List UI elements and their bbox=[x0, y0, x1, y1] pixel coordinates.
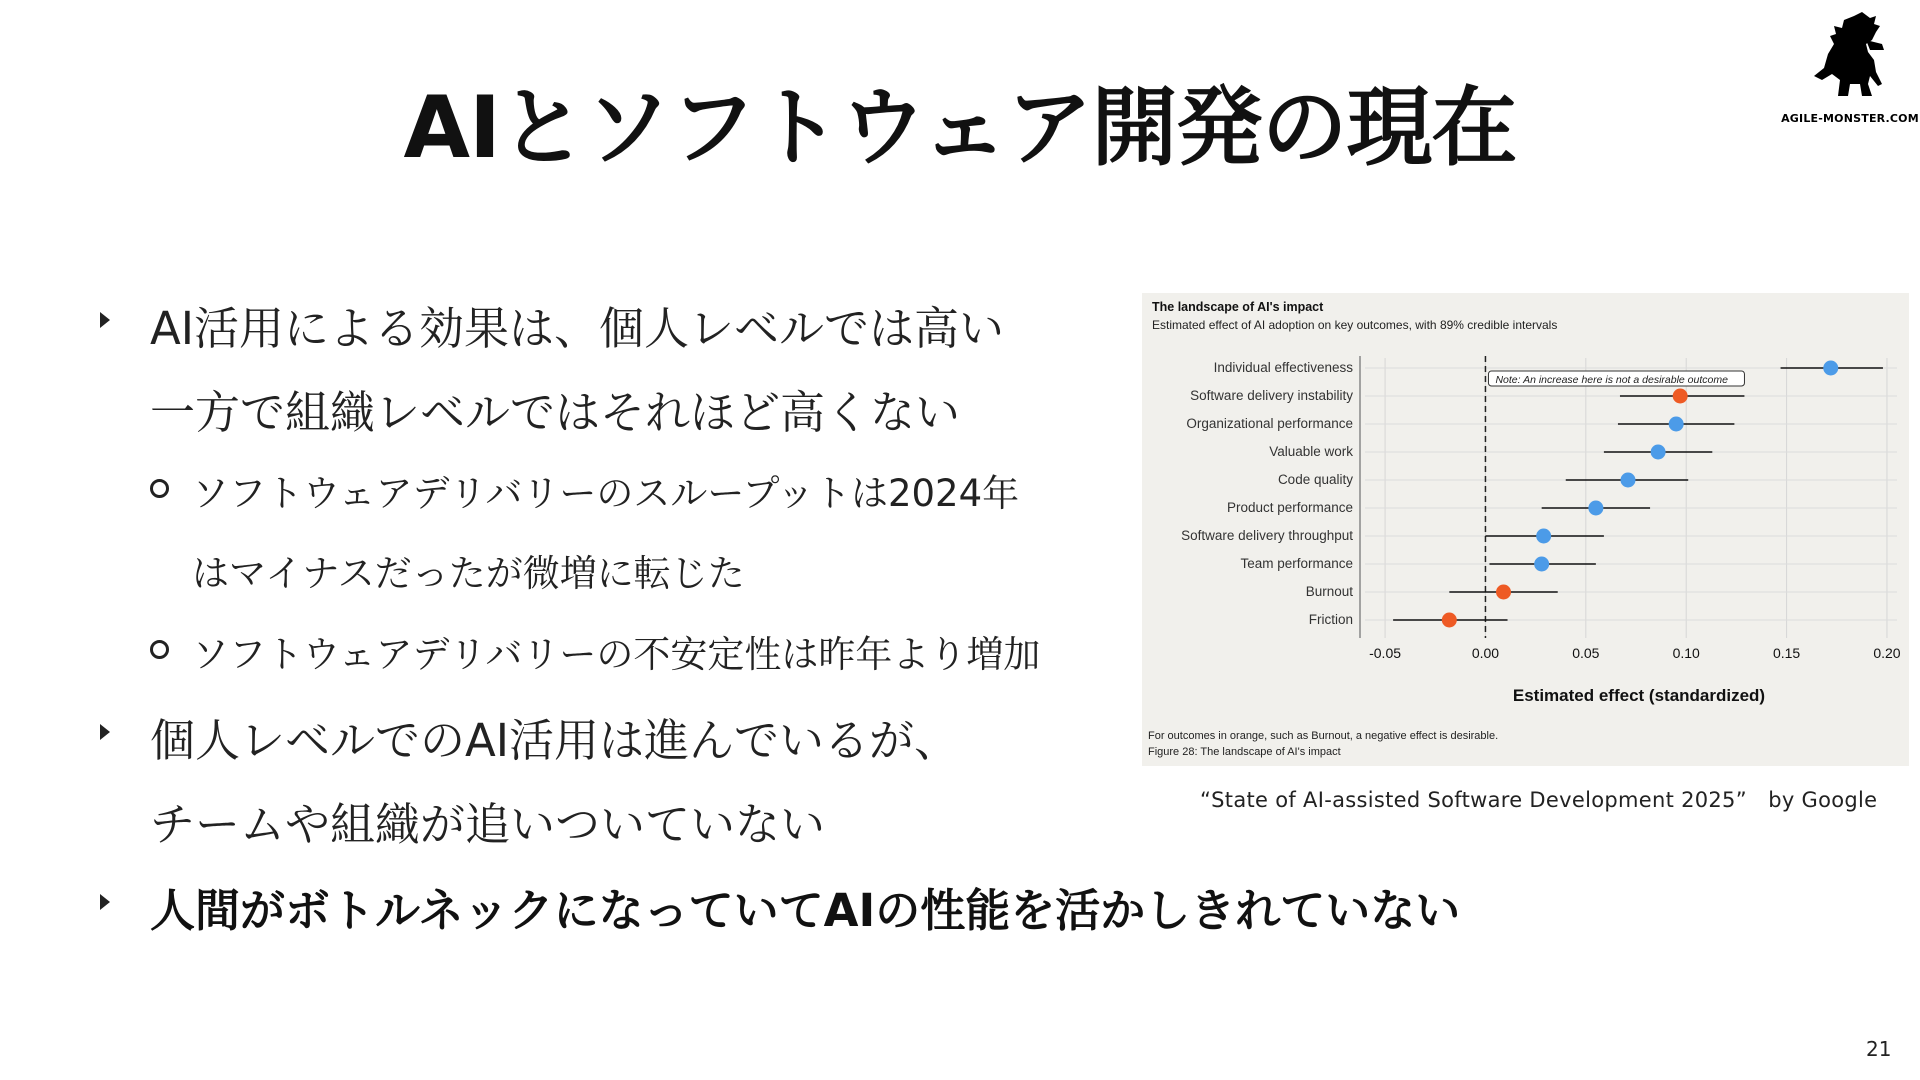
bullet-1-line-2: 一方で組織レベルではそれほど高くない bbox=[150, 386, 961, 439]
monster-logo-icon bbox=[1810, 10, 1890, 102]
x-tick-label: 0.15 bbox=[1772, 645, 1801, 661]
bullet-2-line-1: ソフトウェアデリバリーのスループットは2024年 bbox=[192, 472, 1020, 515]
effect-point bbox=[1588, 501, 1603, 516]
effect-point bbox=[1496, 585, 1511, 600]
outcome-label: Software delivery instability bbox=[1190, 388, 1353, 403]
chart-source-caption: “State of AI-assisted Software Development 2025” by Google bbox=[1200, 788, 1878, 812]
sub-bullet-circle-icon bbox=[150, 640, 169, 659]
sub-bullet-circle-icon bbox=[150, 479, 169, 498]
outcome-label: Software delivery throughput bbox=[1181, 528, 1353, 543]
outcome-label: Friction bbox=[1308, 612, 1353, 627]
effect-point bbox=[1534, 557, 1549, 572]
figure-label: Figure 28: The landscape of AI's impact bbox=[1148, 746, 1341, 758]
outcome-label: Team performance bbox=[1240, 556, 1353, 571]
x-axis-label: Estimated effect (standardized) bbox=[1512, 686, 1766, 705]
effect-point bbox=[1442, 613, 1457, 628]
x-tick-label: -0.05 bbox=[1369, 645, 1402, 661]
effect-point bbox=[1651, 445, 1666, 460]
logo-text: AGILE-MONSTER.COM bbox=[1781, 112, 1919, 125]
bullet-1-line-1: AI活用による効果は、個人レベルでは高い bbox=[150, 302, 1005, 355]
page-number: 21 bbox=[1866, 1037, 1892, 1061]
outcome-label: Burnout bbox=[1305, 584, 1353, 599]
outcome-label: Valuable work bbox=[1269, 444, 1353, 459]
slide-title: AIとソフトウェア開発の現在 bbox=[403, 78, 1517, 178]
effect-point bbox=[1536, 529, 1551, 544]
bullet-triangle-icon bbox=[100, 894, 110, 910]
annotation-note: Note: An increase here is not a desirable outcome bbox=[1495, 374, 1728, 386]
x-tick-label: 0.00 bbox=[1471, 645, 1500, 661]
bullet-4-line-1: 個人レベルでのAI活用は進んでいるが、 bbox=[150, 714, 960, 767]
chart-footnote: For outcomes in orange, such as Burnout, a negative effect is desirable. bbox=[1148, 730, 1499, 742]
bullet-4-line-2: チームや組織が追いついていない bbox=[150, 798, 826, 851]
ai-impact-chart bbox=[1142, 293, 1909, 766]
bullet-3-line-1: ソフトウェアデリバリーの不安定性は昨年より増加 bbox=[192, 633, 1041, 676]
outcome-label: Organizational performance bbox=[1186, 416, 1353, 431]
logo bbox=[1780, 10, 1920, 135]
effect-point bbox=[1673, 389, 1688, 404]
outcome-label: Product performance bbox=[1226, 500, 1353, 515]
bullet-triangle-icon bbox=[100, 312, 110, 328]
bullet-5-line-1: 人間がボトルネックになっていてAIの性能を活かしきれていない bbox=[150, 884, 1461, 937]
effect-point bbox=[1620, 473, 1635, 488]
chart-subtitle: Estimated effect of AI adoption on key outcomes, with 89% credible intervals bbox=[1152, 318, 1558, 332]
x-tick-label: 0.10 bbox=[1672, 645, 1700, 661]
bullet-2-line-2: はマイナスだったが微増に転じた bbox=[192, 552, 745, 595]
outcome-label: Code quality bbox=[1277, 472, 1353, 487]
effect-point bbox=[1823, 361, 1838, 376]
chart-svg bbox=[1142, 293, 1909, 766]
x-tick-label: 0.05 bbox=[1572, 645, 1600, 661]
effect-point bbox=[1669, 417, 1684, 432]
bullet-triangle-icon bbox=[100, 724, 110, 740]
x-tick-label: 0.20 bbox=[1873, 645, 1901, 661]
chart-title: The landscape of AI's impact bbox=[1152, 300, 1324, 314]
outcome-label: Individual effectiveness bbox=[1213, 360, 1353, 375]
